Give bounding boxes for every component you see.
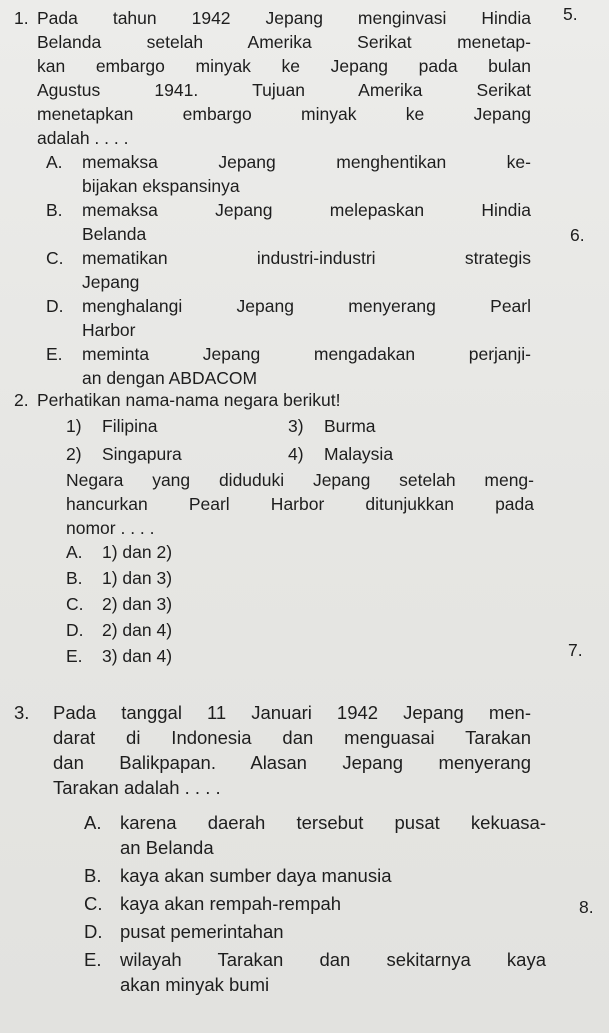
option-text: Belanda bbox=[82, 224, 147, 244]
country-number: 3) bbox=[288, 416, 304, 436]
option-e[interactable] bbox=[66, 644, 366, 670]
country-name: Singapura bbox=[102, 444, 182, 464]
option-c[interactable] bbox=[66, 592, 366, 618]
question-stem bbox=[37, 388, 537, 412]
option-d[interactable] bbox=[66, 618, 366, 644]
option-text: kaya akan rempah-rempah bbox=[120, 893, 342, 914]
option-text: 1) dan 3) bbox=[102, 568, 173, 588]
answer-options bbox=[46, 150, 531, 390]
question-intro: Perhatikan nama-nama negara berikut! bbox=[37, 390, 341, 410]
option-c[interactable] bbox=[46, 246, 531, 294]
stem-line: Agustus 1941. Tujuan Amerika Serikat bbox=[37, 80, 531, 100]
country-name: Filipina bbox=[102, 416, 158, 436]
option-text: bijakan ekspansinya bbox=[82, 176, 240, 196]
stem-line: nomor . . . . bbox=[66, 518, 155, 538]
option-letter: D. bbox=[84, 921, 103, 942]
stem-line: adalah . . . . bbox=[37, 128, 129, 148]
question-stem-continued bbox=[66, 468, 534, 540]
option-d[interactable] bbox=[84, 919, 546, 944]
option-a[interactable] bbox=[84, 810, 546, 860]
option-text: Harbor bbox=[82, 320, 136, 340]
option-text: memaksa Jepang melepaskan Hindia bbox=[82, 200, 531, 220]
option-letter: D. bbox=[46, 296, 64, 316]
option-text: 2) dan 3) bbox=[102, 594, 173, 614]
stem-line: Negara yang diduduki Jepang setelah meng- bbox=[66, 470, 534, 490]
country-number: 2) bbox=[66, 444, 82, 464]
country-number: 4) bbox=[288, 444, 304, 464]
option-text: 1) dan 2) bbox=[102, 542, 173, 562]
option-a[interactable] bbox=[46, 150, 531, 198]
question-1 bbox=[0, 6, 560, 388]
country-row bbox=[66, 414, 486, 438]
side-number-7: 7. bbox=[568, 640, 583, 660]
side-number-6: 6. bbox=[570, 225, 585, 245]
option-text: an dengan ABDACOM bbox=[82, 368, 258, 388]
country-row bbox=[66, 442, 486, 466]
stem-line: hancurkan Pearl Harbor ditunjukkan pada bbox=[66, 494, 534, 514]
option-text: meminta Jepang mengadakan perjanji- bbox=[82, 344, 531, 364]
option-text: akan minyak bumi bbox=[120, 974, 270, 995]
side-number-5: 5. bbox=[563, 4, 578, 24]
option-letter: C. bbox=[46, 248, 64, 268]
stem-line: Tarakan adalah . . . . bbox=[53, 777, 221, 798]
question-number: 3. bbox=[14, 702, 30, 723]
stem-line: darat di Indonesia dan menguasai Tarakan bbox=[53, 727, 531, 748]
option-text: mematikan industri-industri strategis bbox=[82, 248, 531, 268]
option-a[interactable] bbox=[66, 540, 366, 566]
question-2 bbox=[0, 388, 560, 678]
option-letter: E. bbox=[66, 646, 83, 666]
question-stem bbox=[37, 6, 531, 150]
question-number: 2. bbox=[14, 390, 29, 410]
option-letter: D. bbox=[66, 620, 84, 640]
stem-line: menetapkan embargo minyak ke Jepang bbox=[37, 104, 531, 124]
option-letter: B. bbox=[66, 568, 83, 588]
question-stem bbox=[53, 700, 531, 800]
option-letter: A. bbox=[46, 152, 63, 172]
country-name: Malaysia bbox=[324, 444, 394, 464]
option-text: menghalangi Jepang menyerang Pearl bbox=[82, 296, 531, 316]
stem-line: dan Balikpapan. Alasan Jepang menyerang bbox=[53, 752, 531, 773]
option-letter: E. bbox=[46, 344, 63, 364]
option-text: kaya akan sumber daya manusia bbox=[120, 865, 392, 886]
option-e[interactable] bbox=[46, 342, 531, 390]
option-letter: E. bbox=[84, 949, 102, 970]
option-letter: A. bbox=[84, 812, 102, 833]
country-name: Burma bbox=[324, 416, 376, 436]
answer-options bbox=[84, 810, 546, 997]
question-3 bbox=[0, 700, 560, 1030]
option-b[interactable] bbox=[46, 198, 531, 246]
option-text: an Belanda bbox=[120, 837, 214, 858]
option-text: Jepang bbox=[82, 272, 140, 292]
option-letter: A. bbox=[66, 542, 83, 562]
stem-line: kan embargo minyak ke Jepang pada bulan bbox=[37, 56, 531, 76]
answer-options bbox=[66, 540, 366, 670]
option-text: pusat pemerintahan bbox=[120, 921, 284, 942]
country-number: 1) bbox=[66, 416, 82, 436]
option-text: karena daerah tersebut pusat kekuasa- bbox=[120, 812, 546, 833]
option-b[interactable] bbox=[66, 566, 366, 592]
option-b[interactable] bbox=[84, 863, 546, 888]
stem-line: Pada tanggal 11 Januari 1942 Jepang men- bbox=[53, 702, 531, 723]
option-text: 2) dan 4) bbox=[102, 620, 173, 640]
stem-line: Belanda setelah Amerika Serikat menetap- bbox=[37, 32, 531, 52]
country-list bbox=[66, 414, 486, 466]
option-d[interactable] bbox=[46, 294, 531, 342]
stem-line: Pada tahun 1942 Jepang menginvasi Hindia bbox=[37, 8, 531, 28]
question-number: 1. bbox=[14, 8, 29, 28]
option-text: 3) dan 4) bbox=[102, 646, 173, 666]
option-letter: C. bbox=[84, 893, 103, 914]
option-text: memaksa Jepang menghentikan ke- bbox=[82, 152, 531, 172]
option-text: wilayah Tarakan dan sekitarnya kaya bbox=[120, 949, 546, 970]
option-letter: B. bbox=[84, 865, 102, 886]
side-number-8: 8. bbox=[579, 897, 594, 917]
option-letter: B. bbox=[46, 200, 63, 220]
option-letter: C. bbox=[66, 594, 84, 614]
option-e[interactable] bbox=[84, 947, 546, 997]
option-c[interactable] bbox=[84, 891, 546, 916]
